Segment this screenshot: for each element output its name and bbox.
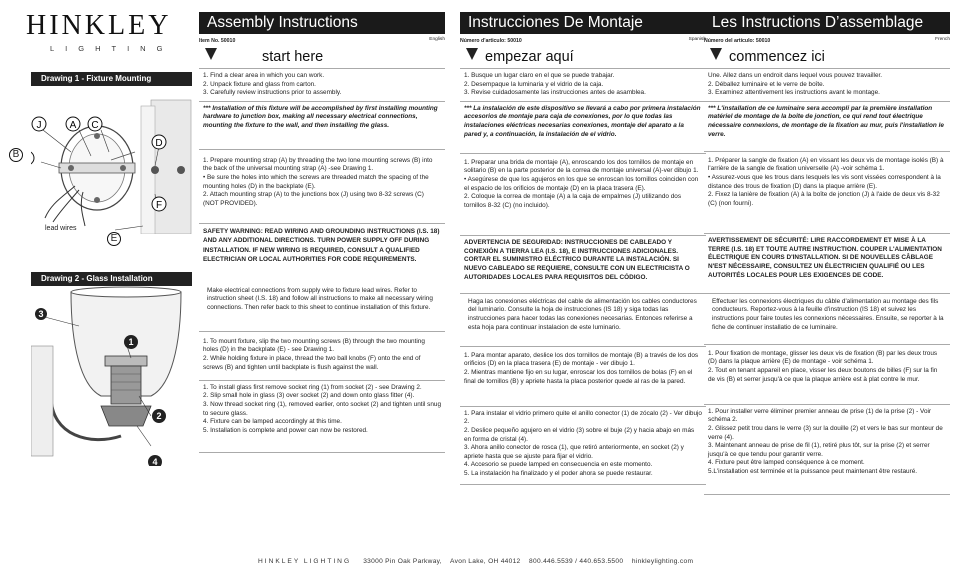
french-mount-1: 1. Préparer la sangle de fixation (A) en vissant les deux vis de montage isolés (B) à l'arrière de la sangle de fixation universelle (A) -voir schéma 1. (708, 156, 944, 173)
french-column (704, 12, 950, 495)
label-d: D (155, 138, 163, 149)
french-intro (704, 68, 950, 102)
arrow-down-icon (466, 48, 478, 60)
spanish-item-number: Número d'articulo: 50010 (460, 38, 522, 44)
french-title: Les Instructions D’assemblage (704, 12, 950, 34)
spanish-intro-2: 2. Desempaque la luminaria y el vidrio de la caja. (464, 80, 604, 88)
spanish-fixture-1: 1. Para montar aparato, deslice los dos tornillos de montaje (B) a través de los dos orificios (D) en la placa trasera (E) de montaje - ver dibujo 1. (464, 351, 699, 368)
footer-brand: HINKLEY LIGHTING (258, 558, 352, 565)
drawing-1-fixture-mounting (12, 86, 192, 244)
english-mounting-steps (199, 154, 445, 224)
french-glass-4: 4. Fixture peut être lamped conséquence à ce moment. (708, 459, 865, 467)
french-start-here (704, 46, 950, 68)
spanish-glass-steps (460, 407, 706, 485)
english-glass-5: 5. Installation is complete and power can now be restored. (203, 426, 368, 434)
french-note: *** L'installation de ce luminaire sera accompli par la première installation matériel de montage de la boîte de jonction, ce qui rend tout électrique nécessaire connexions, de montage de la fixation au mur, puis l'installation le verre. (704, 102, 950, 152)
spanish-glass-5: 5. La instalación ha finalizado y el poder ahora se puede restaurar. (464, 469, 653, 477)
spanish-intro-3: 3. Revise cuidadosamente las instrucciones antes de asamblea. (464, 89, 646, 97)
drawing-2-title: Drawing 2 - Glass Installation (31, 272, 192, 286)
arrow-down-icon (710, 48, 722, 60)
english-start-label: start here (262, 49, 324, 65)
label-e: E (107, 232, 121, 246)
english-glass-steps (199, 381, 445, 453)
french-glass-steps (704, 405, 950, 495)
spanish-glass-4: 4. Accesorio se puede lamped en consecuencia en este momento. (464, 461, 653, 469)
drawing-1-illustration (31, 86, 192, 234)
drawings-column (12, 72, 192, 466)
french-safety-warning: AVERTISSEMENT DE SÉCURITÉ: LIRE RACCORDEMENT ET MISE À LA TERRE (I.S. 18) ET TOUTE AUTRE INSTRUCTION. COUPER L'ALIMENTATION ÉLECTRIQUE EN COURS D'INSTALLATION. SI DE NOUVELLES CÂBLAGE N'EST NÉCESSAIRE, CONSULTEZ UN ÉLECTRICIEN QUALIFIÉ OU LES AUTORITÉS LOCALES POUR LES EXIGENCES DE CODE. (704, 234, 950, 294)
french-intro-1: Une. Allez dans un endroit dans lequel vous pouvez travailler. (708, 72, 883, 79)
spanish-glass-2: 2. Deslice pequeño agujero en el vidrio (3) sobre el buje (2) y hacia abajo en más en forma de cristal (4). (464, 426, 695, 443)
label-a: A (69, 120, 77, 131)
spanish-start-here (460, 46, 706, 68)
english-intro-2: 2. Unpack fixture and glass from carton. (203, 80, 316, 88)
french-glass-1: 1. Pour installer verre éliminer premier anneau de prise (1) de la prise (2) - Voir schéma 2. (708, 407, 932, 424)
english-column (199, 12, 445, 453)
french-mount-2: • Assurez-vous que les trous dans lesquels les vis sont vissées correspondent à la distance des trous de fixation (D) dans la plaque arrière (E). (708, 173, 941, 190)
english-glass-1: 1. To install glass first remove socket ring (1) from socket (2) - see Drawing 2. (203, 383, 422, 391)
spanish-language-label: Spanish (688, 37, 706, 42)
arrow-down-icon (205, 48, 217, 60)
spanish-intro-1: 1. Busque un lugar claro en el que se puede trabajar. (464, 72, 615, 79)
english-note: *** Installation of this fixture will be accomplished by first installing mounting hardware to junction box, making all necessary electrical connections, mounting the fixture to the wall, and then installing the glass. (199, 102, 445, 150)
english-intro-1: 1. Find a clear area in which you can work. (203, 72, 325, 79)
spanish-fixture-steps (460, 349, 706, 407)
french-glass-5: 5.L'installation est terminée et la puissance peut maintenant être restauré. (708, 467, 918, 475)
spanish-start-label: empezar aquí (485, 49, 574, 65)
spanish-mount-3: 2. Coloque la correa de montaje (A) a la caja de empalmes (J) utilizando dos tornillos 8-32 (C) (no incluido). (464, 193, 682, 209)
spanish-note: *** La instalación de este dispositivo se llevará a cabo por primera instalación accesorios de montaje para caja de conexiones, por lo que todas las instalaciones eléctricas necesarias conexiones, montaje del aparato a la pared y, a continuación, la instalación de el vidrio. (460, 102, 706, 154)
french-intro-2: 2. Déballez luminaire et le verre de boîte. (708, 80, 825, 88)
brand-subtitle: LIGHTING (50, 44, 174, 53)
english-electrical-connections: Make electrical connections from supply wire to fixture lead wires. Refer to instruction sheet (I.S. 18) and follow all instructions to make all necessary wiring connections. Then refer back to this sheet to continue installation of this fixture. (199, 284, 445, 332)
spanish-glass-1: 1. Para instalar el vidrio primero quite el anillo conector (1) de zócalo (2) - Ver dibujo 2. (464, 409, 702, 426)
english-fixture-2: 2. While holding fixture in place, thread the two ball knobs (F) onto the end of screws (B) and tighten until backplate is flush against the wall. (203, 354, 421, 371)
french-language-label: French (935, 37, 950, 42)
french-mount-3: 2. Fixez la lanière de fixation (A) à la boîte de jonction (J) à l'aide de deux vis 8-32 (C) (non fourni). (708, 191, 940, 207)
spanish-fixture-2: 2. Mientras mantiene fijo en su lugar, enroscar los dos tornillos de bolas (F) en el final de tornillos (B) y apriete hasta la placa posterior quede al ras de la pared. (464, 368, 693, 385)
english-glass-3: 3. Now thread socket ring (1), removed earlier, onto socket (2) and tighten until snug to secure glass. (203, 400, 441, 417)
spanish-title: Instrucciones De Montaje (460, 12, 706, 34)
brand-name: HINKLEY (26, 10, 172, 41)
spanish-electrical-connections: Haga las conexiones eléctricas del cable de alimentación los cables conductores del luminario. Consulte la hoja de instrucciones (IS 18) y siga todas las instrucciones para hacer todas las conexiones necesarias. Entonces referirse a esta hoja para continuar instalacion de este luminario. (460, 295, 706, 347)
drawing-2-illustration (31, 286, 192, 466)
french-glass-2: 2. Glissez petit trou dans le verre (3) sur la douille (2) et vers le bas sur monteur de verre (4). (708, 424, 943, 441)
english-intro (199, 68, 445, 102)
french-intro-3: 3. Examinez attentivement les instructions avant le montage. (708, 89, 880, 97)
footer (258, 558, 693, 565)
english-glass-4: 4. Fixture can be lamped accordingly at this time. (203, 418, 342, 426)
label-1: 1 (128, 337, 134, 347)
label-b: B (9, 148, 23, 162)
spanish-mount-1: 1. Preparar una brida de montaje (A), enroscando los dos tornillos de montaje en solitario (B) en la parte posterior de la correa de montaje universal (A)-ver dibujo 1. (464, 158, 699, 175)
english-fixture-1: 1. To mount fixture, slip the two mounting screws (B) through the two mounting holes (D) in the backplate (E) - see Drawing 1. (203, 337, 425, 354)
label-4: 4 (152, 457, 158, 466)
label-c: C (91, 120, 99, 131)
spanish-glass-3: 3. Ahora anillo conector de rosca (1), que retiró anteriormente, en socket (2) y apriete hasta que se ajuste para fijar el vidrio. (464, 444, 684, 460)
english-mount-2: • Be sure the holes into which the screws are threaded match the spacing of the mounting holes (D) in the backplate (E). (203, 173, 429, 190)
spanish-mount-2: • Asegúrese de que los agujeros en los que se enroscan los tornillos coinciden con el espacio de los orificios de montaje (D) en la placa trasera (E). (464, 175, 699, 192)
english-safety-warning: SAFETY WARNING: READ WIRING AND GROUNDING INSTRUCTIONS (I.S. 18) AND ANY ADDITIONAL DIRECTIONS. TURN POWER SUPPLY OFF DURING INSTALLATION. IF NEW WIRING IS REQUIRED, CONSULT A QUALIFIED ELECTRICIAN OR LOCAL AUTHORITIES FOR CODE REQUIREMENTS. (203, 227, 440, 263)
label-3: 3 (38, 309, 44, 319)
english-mount-1: 1. Prepare mounting strap (A) by threading the two lone mounting screws (B) into the back of the universal mounting strap (A) -see Drawing 1. (203, 156, 433, 173)
english-item-number: Item No. 50010 (199, 38, 236, 44)
french-electrical-connections: Effectuer les connexions électriques du câble d'alimentation au montage des fils conducteurs. Reportez-vous à la feuille d'instruction (IS 18) et suivez les instructions pour faire toutes les connexions nécessaires. Ensuite, se reporter à la fiche de continuer installatio de ce luminaire. (704, 295, 950, 345)
french-fixture-2: 2. Tout en tenant appareil en place, visser les deux boutons de billes (F) sur la fin de vis (B) et serrer jusqu'à ce que la plaque arrière est à plat contre le mur. (708, 366, 938, 383)
french-glass-3: 3. Maintenant anneau de prise de fil (1), retiré plus tôt, sur la prise (2) et serrer jusqu'à ce que tendu pour garantir verre. (708, 442, 930, 458)
drawing-1-title: Drawing 1 - Fixture Mounting (31, 72, 192, 86)
spanish-safety-warning: ADVERTENCIA DE SEGURIDAD: INSTRUCCIONES DE CABLEADO Y CONEXIÓN A TIERRA LEA (I.S. 18), E INSTRUCCIONES ADICIONALES. CORTAR EL SUMINISTRO ELÉCTRICO DURANTE LA INSTALACIÓN. SI NUEVO CABLEADO SE REQUIERE, CONSULTE CON UN ELECTRICISTA O AUTORIDADES LOCALES PARA REQUISITOS DEL CÓDIGO. (460, 236, 706, 294)
spanish-intro (460, 68, 706, 102)
brand-logo (26, 12, 176, 53)
english-start-here (199, 46, 445, 68)
lead-wires-label: lead wires (45, 225, 77, 232)
english-mount-3: 2. Attach mounting strap (A) to the junctions box (J) using two 8-32 screws (C) (NOT PROVIDED). (203, 191, 424, 207)
english-language-label: English (429, 37, 445, 42)
french-item-number: Número del artículo: 50010 (704, 38, 771, 44)
french-fixture-1: 1. Pour fixation de montage, glisser les deux vis de fixation (B) par les deux trous (D) dans la plaque arrière (E) de montage - voir schéma 1. (708, 349, 938, 366)
label-f: F (155, 200, 163, 211)
french-mounting-steps (704, 154, 950, 234)
english-fixture-steps (199, 335, 445, 381)
french-fixture-steps (704, 347, 950, 405)
english-intro-3: 3. Carefully review instructions prior to assembly. (203, 89, 342, 97)
drawing-2-glass-installation (31, 286, 192, 466)
english-glass-2: 2. Slip small hole in glass (3) over socket (2) and down onto glass fitter (4). (203, 392, 415, 400)
english-title: Assembly Instructions (199, 12, 445, 34)
label-2: 2 (156, 411, 162, 421)
spanish-column (460, 12, 706, 485)
spanish-mounting-steps (460, 156, 706, 236)
footer-address: 33000 Pin Oak Parkway, Avon Lake, OH 44012 800.446.5539 / 440.653.5500 hinkleylighting.com (363, 558, 694, 565)
label-j: J (36, 120, 42, 131)
french-start-label: commencez ici (729, 49, 825, 65)
